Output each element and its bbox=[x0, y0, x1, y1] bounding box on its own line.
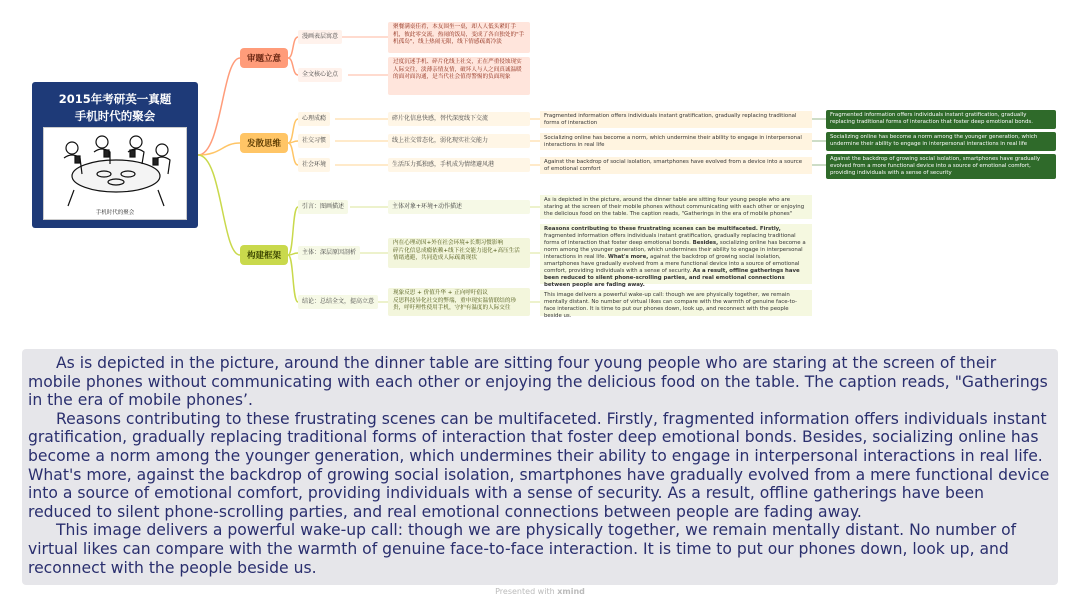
subtopic-core-argument[interactable]: 全文核心论点 bbox=[298, 68, 342, 82]
branch-fasan[interactable]: 发散思维 bbox=[240, 133, 288, 153]
essay-paragraph-1: As is depicted in the picture, around the dinner table are sitting four young people who are staring at the screen of their mobile phones without communicating with each other or enjoying the delicious food on the table. The caption reads, "Gatherings in the era of mobile phones’. bbox=[28, 354, 1048, 410]
cartoon-caption: 手机时代的聚会 bbox=[95, 210, 135, 216]
cartoon-illustration bbox=[43, 127, 187, 220]
cn-social-habits: 线上社交常态化，弱化现实社交能力 bbox=[388, 134, 530, 148]
cn-psychological-addiction: 碎片化信息快感，替代深度线下交流 bbox=[388, 112, 530, 126]
cn-body-analysis: 内在心理动因+外在社会环境+长期习惯影响 碎片化信息成瘾依赖+线下社交能力退化+高压生活情绪逃避，共同造成人际疏离现状 bbox=[388, 238, 530, 268]
en-body-bold-4: As a result, offline gatherings have been reduced to silent phone-scrolling parties, and real emotional connections between people are fading away. bbox=[544, 268, 800, 288]
en-body-part-2: socializing online has become a norm among the younger generation, which undermines their ability to engage in interpersonal interactions in real life. bbox=[544, 240, 806, 260]
en-body-bold-3: What's more, bbox=[607, 254, 649, 260]
cn-social-environment: 生活压力孤独感，手机成为情绪避风港 bbox=[388, 158, 530, 172]
essay-paragraph-2: Reasons contributing to these frustrating scenes can be multifaceted. Firstly, fragmented information offers individuals instant gratification, gradually replacing traditional forms of interaction that foster deep emotional bonds. Besides, socializing online has become a norm among the younger generation, which undermines their ability to engage in interpersonal interactions in real life. What's more, against the backdrop of growing social isolation, smartphones have gradually evolved from a mere functional device into a source of emotional comfort, providing individuals with a sense of security. As a result, offline gatherings have been reduced to silent phone-scrolling parties, and real emotional connections between people are fading away. bbox=[28, 409, 1050, 521]
footer-brand: xmind bbox=[557, 587, 585, 596]
branch-shenti[interactable]: 审题立意 bbox=[240, 48, 288, 68]
footer-credit bbox=[0, 587, 1080, 596]
subtopic-psychological-addiction[interactable]: 心理成瘾 bbox=[298, 112, 330, 126]
dark-social-habits: Socializing online has become a norm among the younger generation, which undermine their ability to engage in interpersonal interactions in real life bbox=[826, 132, 1056, 151]
en-social-habits: Socializing online has become a norm, which undermine their ability to engage in interpersonal interactions in real life bbox=[540, 133, 812, 150]
root-title-line1: 2015年考研英一真题 bbox=[58, 92, 172, 106]
note-core-argument: 过度沉迷手机、碎片化线上社交，正在严重侵蚀现实人际交往，淡薄亲情友情，破坏人与人之间真诚温暖的面对面沟通，是当代社会值得警惕的负面现象 bbox=[388, 57, 530, 95]
en-body-part-1: fragmented information offers individuals instant gratification, gradually replacing traditional forms of interaction that foster deep emotional bonds. bbox=[544, 233, 796, 246]
subtopic-body-analysis[interactable]: 主体：深层原因剖析 bbox=[298, 246, 360, 260]
en-body-bold-1: Reasons contributing to these frustrating scenes can be multifaceted. Firstly, bbox=[544, 226, 781, 232]
footer-prefix: Presented with bbox=[495, 587, 555, 596]
dark-psychological-addiction: Fragmented information offers individuals instant gratification, gradually replacing traditional forms of interaction that foster deep emotional bonds. bbox=[826, 110, 1056, 129]
en-social-environment: Against the backdrop of social isolation, smartphones have evolved from a device into a source of emotional comfort bbox=[540, 157, 812, 174]
branch-goujian[interactable]: 构建框架 bbox=[240, 245, 288, 265]
cn-introduction: 主体对象+环境+动作描述 bbox=[388, 200, 530, 214]
en-body-analysis bbox=[540, 224, 812, 288]
subtopic-social-habits[interactable]: 社交习惯 bbox=[298, 134, 330, 148]
dark-social-environment: Against the backdrop of growing social isolation, smartphones have gradually evolved from a more functional device into a source of emotional comfort, providing individuals with a sense of security bbox=[826, 154, 1056, 179]
note-surface-meaning: 聚餐满桌佳肴，本友围坐一桌，却人人低头紧盯手机，彼此零交流。热闹的饭局，变成了各自独处的"手机孤岛"，线上热闹无限，线下情感疏离冷淡 bbox=[388, 22, 530, 53]
subtopic-social-environment[interactable]: 社会环境 bbox=[298, 158, 330, 172]
en-psychological-addiction: Fragmented information offers individuals instant gratification, gradually replacing traditional forms of interaction bbox=[540, 111, 812, 128]
en-introduction: As is depicted in the picture, around the dinner table are sitting four young people who are staring at the screen of their mobile phones without communicating with each other or enjoying the delicious food on the table. The caption reads, "Gatherings in the era of mobile phones" bbox=[540, 195, 812, 219]
en-conclusion: This image delivers a powerful wake-up call: though we are physically together, we remain mentally distant. No number of virtual likes can compare with the warmth of genuine face-to-face interaction. It is time to put our phones down, look up, and reconnect with the people beside us. bbox=[540, 290, 812, 316]
en-body-part-3: against the backdrop of growing social isolation, smartphones have gradually evolved from a mere functional device into a source of emotional comfort, providing individuals with a sense of security. bbox=[544, 254, 800, 274]
essay-panel bbox=[22, 349, 1058, 585]
subtopic-introduction[interactable]: 引言：图画描述 bbox=[298, 200, 348, 214]
subtopic-conclusion[interactable]: 结论：总结全文，提高立意 bbox=[298, 295, 378, 309]
subtopic-surface-meaning[interactable]: 漫画表层寓意 bbox=[298, 30, 342, 44]
essay-paragraph-3: This image delivers a powerful wake-up call: though we are physically together, we remain mentally distant. No number of virtual likes can compare with the warmth of genuine face-to-face interaction. It is time to put our phones down, look up, and reconnect with the people beside us. bbox=[28, 521, 1017, 577]
dinner-table-drawing bbox=[44, 128, 188, 208]
cn-conclusion: 现象反思 + 价值升华 + 正向呼吁倡议 反思科技异化社交的弊端，重申现实温情联结的珍贵，呼吁理性使用手机，守护有温度的人际交往 bbox=[388, 288, 530, 316]
root-title-line2: 手机时代的聚会 bbox=[74, 109, 156, 123]
en-body-bold-2: Besides, bbox=[692, 240, 719, 246]
